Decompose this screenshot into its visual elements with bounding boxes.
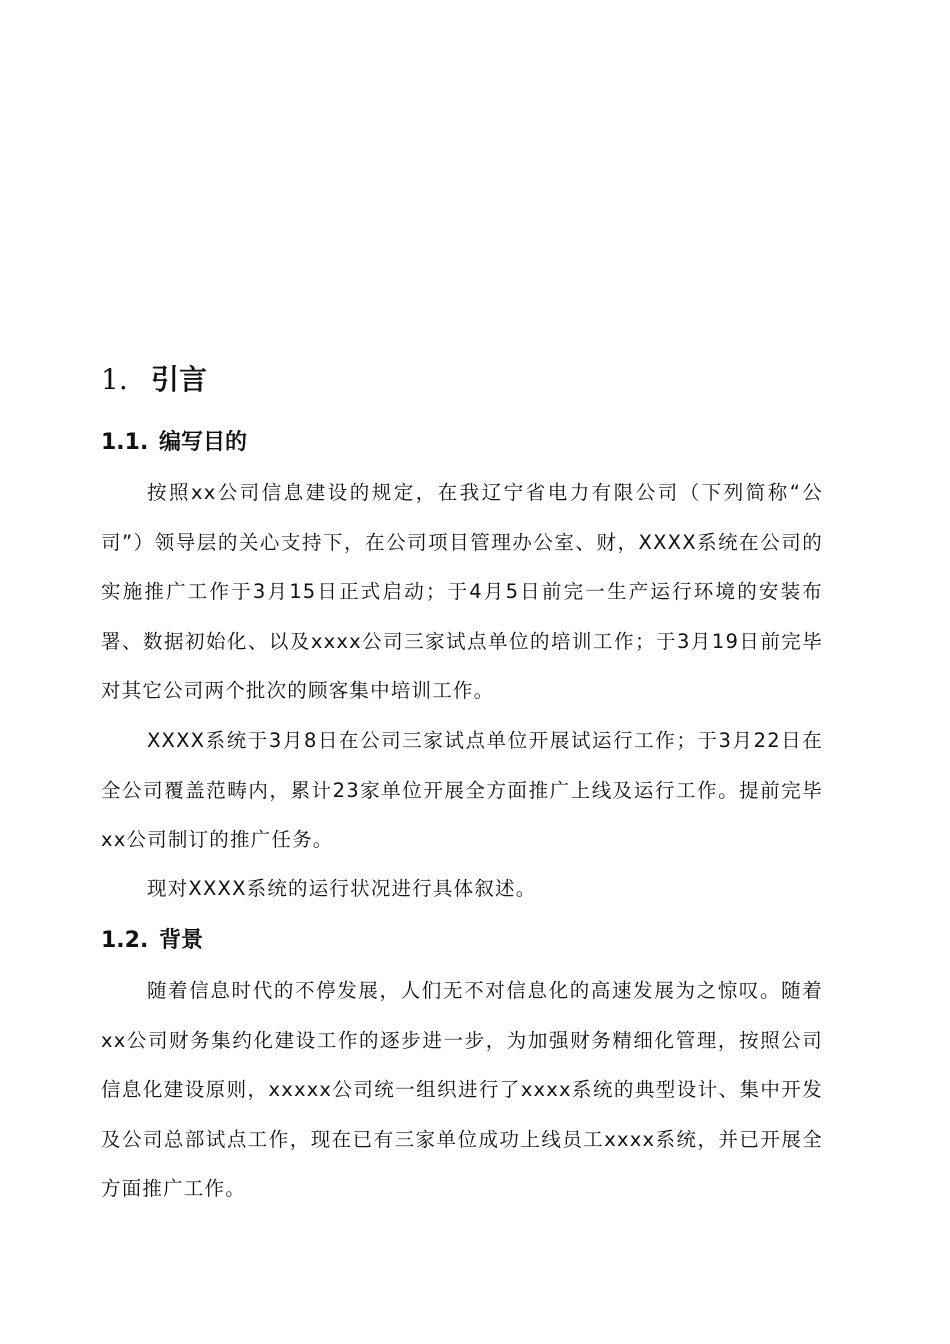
heading-1-number: 1. xyxy=(101,363,128,396)
section-1-1-paragraph-2: XXXX系统于3月8日在公司三家试点单位开展试运行工作；于3月22日在全公司覆盖范畴内，累计23家单位开展全方面推广上线及运行工作。提前完毕xx公司制订的推广任务。 xyxy=(101,729,823,851)
heading-1-title: 引言 xyxy=(151,363,208,396)
section-1-2-number: 1.2. xyxy=(101,928,149,953)
section-1-1-title: 编写目的 xyxy=(159,430,248,455)
section-1-2-paragraph-1: 随着信息时代的不停发展，人们无不对信息化的高速发展为之惊叹。随着xx公司财务集约化建设工作的逐步进一步，为加强财务精细化管理，按照公司信息化建设原则，xxxxx公司统一组织进行了xxxx系统的典型设计、集中开发及公司总部试点工作，现在已有三家单位成功上线员工xxxx系统，并已开展全方面推广工作。 xyxy=(101,979,823,1200)
section-1-1-heading xyxy=(101,426,247,460)
section-1-2-heading xyxy=(101,924,203,958)
section-1-2-title: 背景 xyxy=(159,928,204,953)
section-1-1-paragraph-3: 现对XXXX系统的运行状况进行具体叙述。 xyxy=(147,877,537,900)
section-1-1-paragraph-1: 按照xx公司信息建设的规定，在我辽宁省电力有限公司（下列简称“公司”）领导层的关心支持下，在公司项目管理办公室、财，XXXX系统在公司的实施推广工作于3月15日正式启动；于4月5日前完一生产运行环境的安装布署、数据初始化、以及xxxx公司三家试点单位的培训工作；于3月19日前完毕对其它公司两个批次的顾客集中培训工作。 xyxy=(101,481,823,702)
section-1-1-number: 1.1. xyxy=(101,430,149,455)
heading-1 xyxy=(101,360,207,400)
